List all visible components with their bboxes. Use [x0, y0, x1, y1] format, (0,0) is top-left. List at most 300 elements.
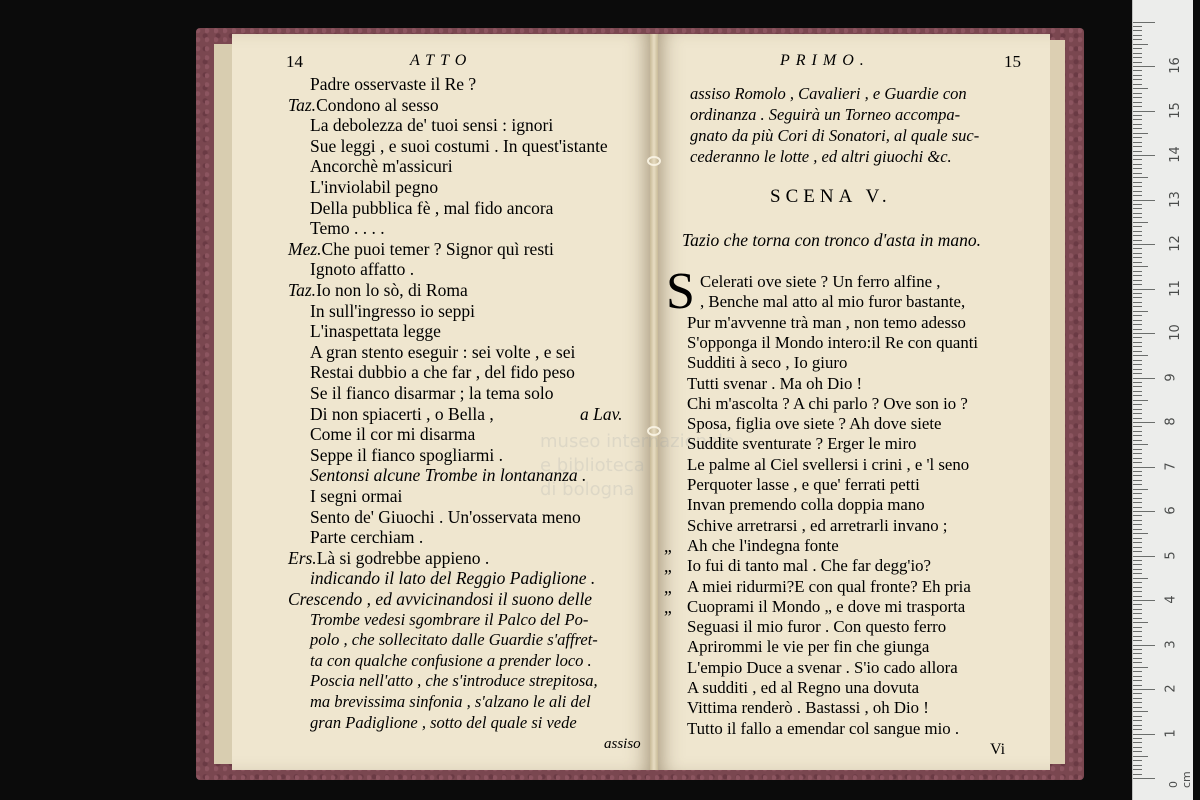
ruler-tick — [1133, 97, 1142, 98]
ruler-tick — [1133, 680, 1142, 681]
ruler-tick — [1133, 698, 1142, 699]
ruler-tick — [1133, 707, 1142, 708]
ruler-label: 4 — [1163, 595, 1179, 604]
ruler-tick — [1133, 409, 1142, 410]
ruler-tick — [1133, 556, 1155, 557]
verse-text: Parte cerchiam . — [310, 527, 424, 548]
verse-text: Di non spiacerti , o Bella , — [310, 403, 494, 424]
verse-text: Come il cor mi disarma — [310, 424, 476, 445]
verse-line: Chi m'ascolta ? A chi parlo ? Ove son io ? — [687, 393, 968, 413]
ruler-tick — [1133, 222, 1148, 223]
ruler-tick — [1133, 195, 1142, 196]
ruler-tick — [1133, 159, 1142, 160]
ruler-tick — [1133, 444, 1148, 445]
ruler-tick — [1133, 164, 1142, 165]
ruler-tick — [1133, 315, 1142, 316]
ruler-tick — [1133, 484, 1142, 485]
ruler-tick — [1133, 213, 1142, 214]
ruler-tick — [1133, 756, 1148, 757]
ruler-tick — [1133, 702, 1142, 703]
ruler-tick — [1133, 511, 1155, 512]
ruler-tick — [1133, 458, 1142, 459]
ruler-tick — [1133, 560, 1142, 561]
ruler-tick — [1133, 636, 1142, 637]
left-text-line — [310, 74, 476, 94]
left-text-line — [310, 713, 577, 733]
ruler-tick — [1133, 53, 1142, 54]
verse-line: Vittima renderò . Bastassi , oh Dio ! — [687, 698, 929, 718]
verse-text: A gran stento eseguir : sei volte , e sei — [310, 341, 576, 362]
verse-text: L'inviolabil pegno — [310, 177, 439, 197]
ruler-label: 10 — [1167, 324, 1183, 341]
speaker-label: Mez. — [288, 238, 322, 259]
ruler-tick — [1133, 275, 1142, 276]
ruler-tick — [1133, 725, 1142, 726]
ruler-tick — [1133, 204, 1142, 205]
verse-text: Sue leggi , e suoi costumi . In quest'istante — [310, 135, 608, 156]
ruler-tick — [1133, 115, 1142, 116]
verse-text: Là si godrebbe appieno . — [316, 547, 490, 568]
ruler-label: 5 — [1163, 550, 1179, 560]
ruler-tick — [1133, 769, 1142, 770]
ruler-tick — [1133, 578, 1148, 579]
verse-line: Sudditi à seco , Io giuro — [687, 353, 848, 373]
left-text-line — [310, 671, 598, 691]
ruler-label: 14 — [1167, 146, 1183, 163]
ruler-tick — [1133, 226, 1142, 227]
ruler-tick — [1133, 765, 1142, 766]
verse-line: Io fui di tanto mal . Che far degg'io? — [687, 556, 931, 576]
signature-mark: Vi — [990, 741, 1006, 758]
ruler-tick — [1133, 453, 1142, 454]
stage-direction: Tazio che torna con tronco d'asta in mano. — [682, 230, 981, 250]
ruler-tick — [1133, 489, 1148, 490]
ruler-tick — [1133, 400, 1148, 401]
left-text-line — [310, 383, 553, 403]
verse-text: Sento de' Giuochi . Un'osservata meno — [310, 506, 581, 527]
ruler-label: 15 — [1167, 101, 1183, 119]
ruler-tick — [1133, 240, 1142, 241]
left-text-line — [310, 342, 575, 362]
verse-text: In sull'ingresso io seppi — [310, 300, 476, 321]
verse-text: Ignoto affatto . — [310, 259, 415, 280]
ruler-tick — [1133, 422, 1155, 423]
ruler-tick — [1133, 302, 1142, 303]
left-text-line — [310, 424, 475, 444]
ruler-tick — [1133, 217, 1142, 218]
left-text-line — [310, 362, 575, 382]
ruler-tick — [1133, 146, 1142, 147]
ruler-tick — [1133, 604, 1142, 605]
verse-line: Ah che l'indegna fonte — [687, 535, 839, 555]
ruler-tick — [1133, 529, 1142, 530]
verse-text: Padre osservaste il Re ? — [310, 74, 477, 94]
ruler-tick — [1133, 391, 1142, 392]
ruler-tick — [1133, 480, 1142, 481]
ruler-tick — [1133, 689, 1155, 690]
speaker-label: Ers. — [288, 547, 317, 568]
verse-line: Celerati ove siete ? Un ferro alfine , — [700, 272, 941, 291]
verse-text: Sentonsi alcune Trombe in lontananza . — [310, 465, 587, 486]
ruler-tick — [1133, 231, 1142, 232]
ruler-tick — [1133, 449, 1142, 450]
left-text-line — [310, 218, 385, 238]
ruler-tick — [1133, 533, 1148, 534]
verse-text: Se il fianco disarmar ; la tema solo — [310, 383, 554, 403]
ruler-tick — [1133, 386, 1142, 387]
ruler-tick — [1133, 257, 1142, 258]
ruler-tick — [1133, 618, 1142, 619]
ruler-tick — [1133, 124, 1142, 125]
ruler-tick — [1133, 306, 1142, 307]
verse-text: polo , che sollecitato dalle Guardie s'affret- — [310, 630, 598, 650]
ruler-tick — [1133, 253, 1142, 254]
ruler-tick — [1133, 119, 1142, 120]
ruler-tick — [1133, 498, 1142, 499]
quote-mark: „ — [664, 556, 672, 577]
verse-text: indicando il lato del Reggio Padiglione . — [310, 568, 596, 589]
ruler-tick — [1133, 475, 1142, 476]
book-gutter — [650, 34, 658, 770]
ruler-tick — [1133, 151, 1142, 152]
scene-title: SCENA V. — [770, 186, 892, 207]
ruler-tick — [1133, 600, 1155, 601]
verse-line: A miei ridurmi?E con qual fronte? Eh pria — [687, 576, 971, 596]
ruler-label: 9 — [1163, 372, 1179, 382]
ruler-tick — [1133, 711, 1148, 712]
ruler-tick — [1133, 640, 1142, 641]
ruler-tick — [1133, 649, 1142, 650]
ruler-tick — [1133, 208, 1142, 209]
ruler-tick — [1133, 734, 1155, 735]
ruler-tick — [1133, 333, 1155, 334]
ruler-tick — [1133, 382, 1142, 383]
ruler-tick — [1133, 373, 1142, 374]
ruler-tick — [1133, 182, 1142, 183]
ruler-label: 6 — [1163, 506, 1179, 515]
verse-line: Sposa, figlia ove siete ? Ah dove siete — [687, 414, 942, 434]
verse-text: Che puoi temer ? Signor quì resti — [321, 238, 554, 259]
ruler-tick — [1133, 262, 1142, 263]
ruler-label: 12 — [1167, 235, 1183, 252]
ruler-tick — [1133, 102, 1142, 103]
ruler-tick — [1133, 627, 1142, 628]
ruler-tick — [1133, 440, 1142, 441]
verse-text: Temo . . . . — [310, 218, 385, 239]
measuring-ruler — [1132, 0, 1193, 800]
left-text-line — [310, 568, 595, 588]
ruler-tick — [1133, 671, 1142, 672]
verse-line: Suddite sventurate ? Erger le miro — [687, 434, 917, 454]
ruler-tick — [1133, 542, 1142, 543]
ruler-tick — [1133, 538, 1142, 539]
verse-line: , Benche mal atto al mio furor bastante, — [700, 292, 966, 312]
ruler-tick — [1133, 609, 1142, 610]
ruler-tick — [1133, 462, 1142, 463]
ruler-tick — [1133, 57, 1142, 58]
ruler-tick — [1133, 676, 1142, 677]
intro-line: ordinanza . Seguirà un Torneo accompa- — [690, 105, 961, 124]
verse-line: S'opponga il Mondo intero:il Re con quanti — [687, 332, 979, 352]
ruler-tick — [1133, 729, 1142, 730]
ruler-tick — [1133, 582, 1142, 583]
ruler-tick — [1133, 30, 1142, 31]
ruler-tick — [1133, 685, 1142, 686]
ruler-label: 11 — [1167, 279, 1183, 297]
right-running-head: PRIMO. — [780, 52, 870, 69]
ruler-tick — [1133, 84, 1142, 85]
ruler-tick — [1133, 75, 1142, 76]
ruler-tick — [1133, 48, 1142, 49]
ruler-tick — [1133, 760, 1142, 761]
ruler-tick — [1133, 200, 1155, 201]
ruler-tick — [1133, 177, 1148, 178]
ruler-tick — [1133, 235, 1142, 236]
watermark-line: e biblioteca — [540, 455, 645, 476]
ruler-tick — [1133, 515, 1142, 516]
ruler-label: 13 — [1167, 190, 1183, 208]
left-text-line — [288, 280, 468, 300]
left-text-line — [310, 651, 592, 671]
quote-mark: „ — [664, 535, 672, 556]
ruler-tick — [1133, 111, 1155, 112]
ruler-tick — [1133, 133, 1148, 134]
watermark-line: di bologna — [540, 479, 635, 500]
ruler-tick — [1133, 128, 1142, 129]
left-text-line — [310, 527, 423, 547]
ruler-label: 8 — [1163, 417, 1179, 426]
ruler-tick — [1133, 658, 1142, 659]
verse-text: Restai dubbio a che far , del fido peso — [310, 362, 575, 383]
ruler-tick — [1133, 431, 1142, 432]
left-text-line — [310, 177, 438, 197]
ruler-tick — [1133, 360, 1142, 361]
ruler-tick — [1133, 507, 1142, 508]
ruler-tick — [1133, 591, 1142, 592]
left-text-line — [310, 321, 441, 341]
verse-line: Schive arretrarsi , ed arretrarli invano ; — [687, 515, 948, 535]
ruler-tick — [1133, 311, 1148, 312]
ruler-tick — [1133, 426, 1142, 427]
verse-line: Le palme al Ciel svellersi i crini , e 'l seno — [687, 454, 970, 474]
ruler-tick — [1133, 320, 1142, 321]
verse-line: Perquoter lasse , e que' ferrati petti — [687, 475, 920, 494]
ruler-tick — [1133, 329, 1142, 330]
ruler-tick — [1133, 346, 1142, 347]
intro-line: gnato da più Cori di Sonatori, al quale suc- — [690, 126, 980, 145]
ruler-tick — [1133, 569, 1142, 570]
ruler-tick — [1133, 467, 1155, 468]
ruler-tick — [1133, 524, 1142, 525]
left-text-line — [310, 136, 608, 156]
ruler-tick — [1133, 693, 1142, 694]
ruler-tick — [1133, 324, 1142, 325]
intro-line: cederanno le lotte , ed altri giuochi &c. — [690, 147, 952, 166]
ruler-tick — [1133, 742, 1142, 743]
left-text-line — [310, 445, 503, 465]
ruler-tick — [1133, 653, 1142, 654]
ruler-tick — [1133, 364, 1142, 365]
verse-text: L'inaspettata legge — [310, 321, 441, 342]
ruler-tick — [1133, 39, 1142, 40]
ruler-label: 7 — [1163, 461, 1179, 471]
ruler-tick — [1133, 355, 1148, 356]
verse-line: A sudditi , ed al Regno una dovuta — [687, 678, 920, 697]
ruler-tick — [1133, 587, 1142, 588]
ruler-tick — [1133, 44, 1148, 45]
left-text-line — [310, 692, 591, 712]
verse-text: Io non lo sò, di Roma — [316, 280, 468, 300]
ruler-tick — [1133, 244, 1155, 245]
left-page-number: 14 — [286, 52, 303, 71]
ruler-tick — [1133, 337, 1142, 338]
verse-text: ma brevissima sinfonia , s'alzano le ali del — [310, 692, 591, 711]
ruler-tick — [1133, 418, 1142, 419]
ruler-tick — [1133, 471, 1142, 472]
ruler-tick — [1133, 79, 1142, 80]
ruler-tick — [1133, 186, 1142, 187]
verse-text: ta con qualche confusione a prender loco . — [310, 650, 592, 670]
ruler-tick — [1133, 413, 1142, 414]
verse-text: Crescendo , ed avvicinandosi il suono delle — [288, 589, 593, 609]
left-text-line — [288, 548, 489, 568]
ruler-tick — [1133, 351, 1142, 352]
ruler-tick — [1133, 631, 1142, 632]
verse-text: gran Padiglione , sotto del quale si vede — [310, 712, 577, 732]
left-text-line — [310, 507, 581, 527]
binding-stitch — [647, 156, 661, 166]
left-text-line — [310, 465, 586, 485]
ruler-tick — [1133, 142, 1142, 143]
ruler-tick — [1133, 284, 1142, 285]
ruler-tick — [1133, 404, 1142, 405]
ruler-tick — [1133, 547, 1142, 548]
ruler-label: 3 — [1163, 639, 1179, 649]
ruler-tick — [1133, 66, 1155, 67]
ruler-tick — [1133, 266, 1148, 267]
ruler-tick — [1133, 106, 1142, 107]
ruler-tick — [1133, 738, 1142, 739]
drop-cap: S — [666, 263, 695, 320]
intro-line: assiso Romolo , Cavalieri , e Guardie con — [690, 84, 967, 103]
ruler-tick — [1133, 137, 1142, 138]
speaker-label: Taz. — [288, 94, 317, 115]
ruler-tick — [1133, 596, 1142, 597]
left-text-line — [310, 610, 588, 630]
ruler-label: 2 — [1163, 684, 1179, 693]
verse-text: Condono al sesso — [316, 94, 439, 115]
ruler-tick — [1133, 564, 1142, 565]
ruler-tick — [1133, 502, 1142, 503]
ruler-tick — [1133, 667, 1148, 668]
aside-direction: a Lav. — [580, 403, 623, 424]
ruler-label: 1 — [1163, 728, 1179, 738]
ruler-label: 0 cm — [1167, 771, 1193, 788]
left-running-head: ATTO — [410, 52, 473, 69]
quote-mark: „ — [664, 576, 672, 597]
verse-text: Ancorchè m'assicuri — [310, 156, 453, 177]
left-text-line — [310, 259, 414, 279]
speaker-label: Taz. — [288, 280, 317, 300]
left-text-line — [288, 589, 592, 609]
ruler-tick — [1133, 22, 1155, 23]
verse-text: Della pubblica fè , mal fido ancora — [310, 197, 554, 218]
left-text-line — [288, 239, 554, 259]
verse-line: Seguasi il mio furor . Con questo ferro — [687, 617, 947, 637]
ruler-tick — [1133, 378, 1155, 379]
verse-text: Trombe vedesi sgombrare il Palco del Po- — [310, 609, 589, 629]
verse-line: Tutti svenar . Ma oh Dio ! — [687, 373, 863, 393]
ruler-tick — [1133, 289, 1155, 290]
verse-text: I segni ormai — [310, 486, 403, 506]
left-text-line — [310, 404, 494, 424]
left-text-line — [310, 486, 402, 506]
ruler-tick — [1133, 662, 1142, 663]
ruler-tick — [1133, 26, 1142, 27]
verse-line: L'empio Duce a svenar . S'io cado allora — [687, 657, 958, 677]
ruler-tick — [1133, 573, 1142, 574]
page-stack-right — [1048, 40, 1065, 764]
ruler-tick — [1133, 271, 1142, 272]
catchword: assiso — [604, 736, 641, 752]
quote-mark: „ — [664, 596, 672, 617]
ruler-tick — [1133, 613, 1142, 614]
verse-text: Seppe il fianco spogliarmi . — [310, 444, 503, 465]
ruler-tick — [1133, 191, 1142, 192]
ruler-tick — [1133, 155, 1155, 156]
left-text-line — [310, 301, 475, 321]
verse-line: Invan premendo colla doppia mano — [687, 495, 925, 515]
left-text-line — [310, 198, 553, 218]
verse-line: Aprirommi le vie per fin che giunga — [687, 637, 930, 657]
ruler-tick — [1133, 622, 1148, 623]
watermark-line: museo internazionale — [540, 431, 735, 452]
verse-text: Poscia nell'atto , che s'introduce strepitosa, — [310, 671, 598, 691]
ruler-tick — [1133, 248, 1142, 249]
ruler-tick — [1133, 35, 1142, 36]
ruler-tick — [1133, 280, 1142, 281]
left-text-line — [310, 156, 453, 176]
verse-line: Tutto il fallo a emendar col sangue mio . — [687, 718, 960, 738]
ruler-tick — [1133, 293, 1142, 294]
ruler-tick — [1133, 70, 1142, 71]
ruler-tick — [1133, 747, 1142, 748]
ruler-tick — [1133, 774, 1142, 775]
verse-line: Cuoprami il Mondo „ e dove mi trasporta — [687, 596, 966, 616]
left-text-line — [288, 95, 439, 115]
right-page-number: 15 — [1004, 52, 1021, 71]
ruler-tick — [1133, 720, 1142, 721]
ruler-tick — [1133, 62, 1142, 63]
ruler-tick — [1133, 369, 1142, 370]
ruler-tick — [1133, 395, 1142, 396]
ruler-tick — [1133, 778, 1155, 779]
ruler-tick — [1133, 551, 1142, 552]
ruler-tick — [1133, 88, 1148, 89]
ruler-label: 16 — [1167, 57, 1183, 74]
ruler-tick — [1133, 168, 1142, 169]
ruler-tick — [1133, 716, 1142, 717]
ruler-tick — [1133, 435, 1142, 436]
ruler-tick — [1133, 751, 1142, 752]
verse-text: La debolezza de' tuoi sensi : ignori — [310, 115, 554, 136]
left-text-line — [310, 630, 598, 650]
ruler-tick — [1133, 93, 1142, 94]
verse-line: Pur m'avvenne trà man , non temo adesso — [687, 312, 966, 332]
ruler-tick — [1133, 520, 1142, 521]
ruler-tick — [1133, 645, 1155, 646]
ruler-tick — [1133, 493, 1142, 494]
